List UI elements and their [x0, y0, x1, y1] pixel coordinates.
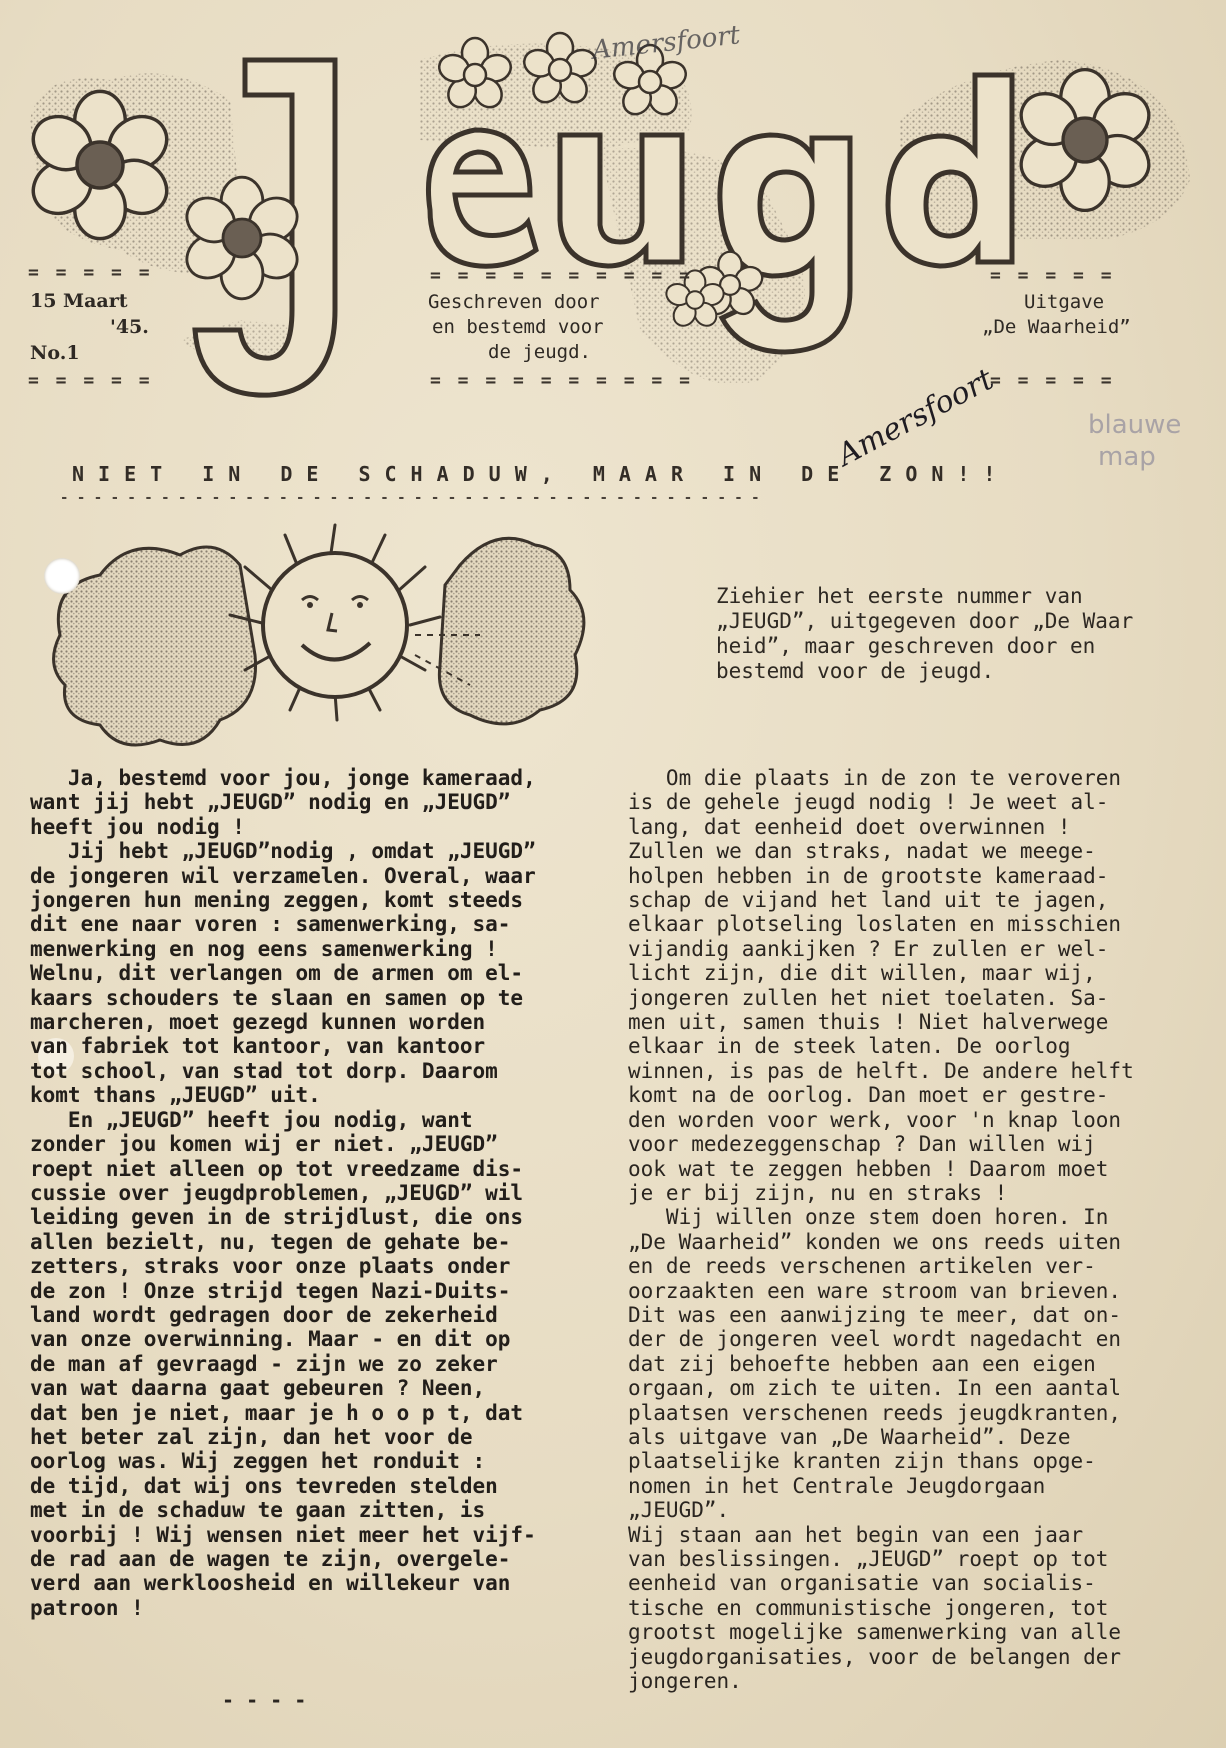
column-line: met in de schaduw te gaan zitten, is	[30, 1498, 486, 1523]
column-line: de man af gevraagd - zijn we zo zeker	[30, 1351, 498, 1376]
column-line: verd aan werkloosheid en willekeur van	[30, 1571, 511, 1596]
column-line: holpen hebben in de grootste kameraad-	[628, 863, 1109, 888]
intro-paragraph	[716, 584, 1133, 684]
column-line: van beslissingen. „JEUGD” roept op tot	[628, 1547, 1109, 1571]
column-line: nomen in het Centrale Jeugdorgaan	[628, 1473, 1046, 1498]
column-line: „JEUGD”.	[628, 1498, 730, 1523]
punch-hole	[44, 558, 80, 594]
column-line: roept niet alleen op tot vreedzame dis-	[30, 1156, 524, 1181]
column-line: is de gehele jeugd nodig ! Je weet al-	[628, 790, 1109, 815]
column-line: En „JEUGD” heeft jou nodig, want	[30, 1107, 473, 1132]
separator-right-bottom: = = = = =	[990, 370, 1115, 391]
column-line: der de jongeren veel wordt nagedacht en	[628, 1327, 1122, 1352]
intro-line: „JEUGD”, uitgegeven door „De Waar	[716, 609, 1134, 633]
column-line: jongeren.	[628, 1669, 742, 1694]
left-column-end-mark: - - - -	[222, 1688, 307, 1712]
masthead-subtitle-line3: de jeugd.	[488, 341, 591, 363]
column-line: het beter zal zijn, dan het voor de	[30, 1424, 473, 1449]
column-line: zetters, straks voor onze plaats onder	[30, 1254, 511, 1279]
publisher-label: Uitgave	[1024, 291, 1105, 313]
column-line: want jij hebt „JEUGD” nodig en „JEUGD”	[30, 790, 511, 815]
separator-center-bottom: = = = = = = = = = =	[430, 370, 693, 391]
sun-illustration	[40, 505, 600, 765]
column-line: heeft jou nodig !	[30, 814, 245, 839]
column-line: komt na de oorlog. Dan moet er gestre-	[628, 1083, 1109, 1108]
column-line: de rad aan de wagen te zijn, overgele-	[30, 1547, 511, 1571]
column-line: van onze overwinning. Maar - en dit op	[30, 1327, 511, 1352]
separator-right-top: = = = = =	[990, 265, 1115, 286]
column-line: vijandig aankijken ? Er zullen er wel-	[628, 936, 1109, 961]
column-line: tische en communistische jongeren, tot	[628, 1595, 1109, 1620]
column-line: elkaar plotseling loslaten en misschien	[628, 912, 1122, 937]
separator-left-bottom: = = = = =	[28, 370, 153, 391]
column-line: voorbij ! Wij wensen niet meer het vijf-	[30, 1522, 536, 1547]
column-line: men uit, samen thuis ! Niet halverwege	[628, 1010, 1109, 1035]
column-line: cussie over jeugdproblemen, „JEUGD” wil	[30, 1180, 524, 1205]
column-line: komt thans „JEUGD” uit.	[30, 1083, 321, 1108]
column-line: als uitgave van „De Waarheid”. Deze	[628, 1424, 1071, 1449]
column-line: marcheren, moet gezegd kunnen worden	[30, 1010, 486, 1035]
column-line: Om die plaats in de zon te veroveren	[628, 766, 1122, 790]
column-line: Jij hebt „JEUGD”nodig , omdat „JEUGD”	[30, 839, 536, 864]
issue-number: No.1	[30, 342, 80, 364]
column-line: winnen, is pas de helft. De andere helft	[628, 1058, 1134, 1083]
column-line: de zon ! Onze strijd tegen Nazi-Duits-	[30, 1278, 511, 1303]
column-line: Ja, bestemd voor jou, jonge kameraad,	[30, 766, 536, 790]
column-line: dit ene naar voren : samenwerking, sa-	[30, 912, 511, 937]
column-line: jongeren zullen het niet toelaten. Sa-	[628, 985, 1109, 1010]
separator-left-top: = = = = =	[28, 262, 153, 283]
pencil-note-line1: blauwe	[1088, 410, 1182, 440]
column-line: lang, dat eenheid doet overwinnen !	[628, 814, 1071, 839]
intro-line: Ziehier het eerste nummer van	[716, 584, 1083, 608]
column-line: allen bezielt, nu, tegen de gehate be-	[30, 1229, 511, 1254]
handwritten-note-top: Amersfoort	[590, 20, 742, 66]
column-line: voor medezeggenschap ? Dan willen wij	[628, 1132, 1096, 1157]
column-line: Dit was een aanwijzing te meer, dat on-	[628, 1302, 1122, 1327]
column-line: patroon !	[30, 1595, 144, 1620]
slogan-underline: - - - - - - - - - - - - - - - - - - - - - - - - - - - - - - - - - - - - - - - - - -	[60, 490, 760, 506]
column-line: plaatsen verschenen reeds jeugdkranten,	[628, 1400, 1122, 1425]
column-line: jongeren hun mening zeggen, komt steeds	[30, 888, 524, 913]
separator-center-top: = = = = = = = = = =	[430, 265, 693, 286]
column-line: de jongeren wil verzamelen. Overal, waar	[30, 863, 536, 888]
column-line: kaars schouders te slaan en samen op te	[30, 985, 524, 1010]
column-line: jeugdorganisaties, voor de belangen der	[628, 1644, 1122, 1669]
masthead-subtitle-line2: en bestemd voor	[432, 316, 604, 338]
column-line: van wat daarna gaat gebeuren ? Neen,	[30, 1376, 486, 1401]
column-line: Wij willen onze stem doen horen. In	[628, 1205, 1109, 1230]
column-line: „De Waarheid” konden we ons reeds uiten	[628, 1229, 1122, 1254]
issue-date: 15 Maart	[30, 290, 128, 312]
column-line: plaatselijke kranten zijn thans opge-	[628, 1449, 1096, 1474]
column-line: elkaar in de steek laten. De oorlog	[628, 1034, 1071, 1059]
pencil-note-line2: map	[1098, 442, 1156, 472]
column-line: dat ben je niet, maar je h o o p t, dat	[30, 1400, 524, 1425]
masthead-illustration	[0, 0, 1226, 520]
column-line: Zullen we dan straks, nadat we meege-	[628, 839, 1096, 864]
column-line: oorlog was. Wij zeggen het ronduit :	[30, 1449, 486, 1474]
column-line: orgaan, om zich te uiten. In een aantal	[628, 1376, 1122, 1401]
column-line: menwerking en nog eens samenwerking !	[30, 936, 498, 961]
column-line: schap de vijand het land uit te jagen,	[628, 888, 1109, 913]
column-line: grootst mogelijke samenwerking van alle	[628, 1620, 1122, 1645]
column-line: van fabriek tot kantoor, van kantoor	[30, 1034, 486, 1059]
issue-year: '45.	[110, 316, 149, 338]
column-line: den worden voor werk, voor 'n knap loon	[628, 1107, 1122, 1132]
right-column	[628, 766, 1218, 1693]
intro-line: bestemd voor de jeugd.	[716, 659, 995, 683]
column-line: leiding geven in de strijdlust, die ons	[30, 1205, 524, 1230]
column-line: Welnu, dit verlangen om de armen om el-	[30, 961, 524, 986]
column-line: zonder jou komen wij er niet. „JEUGD”	[30, 1132, 498, 1157]
handwritten-signature: Amersfoort	[831, 361, 1000, 474]
column-line: dat zij behoefte hebben aan een eigen	[628, 1351, 1096, 1376]
intro-line: heid”, maar geschreven door en	[716, 634, 1096, 658]
column-line: licht zijn, die dit willen, maar wij,	[628, 961, 1096, 986]
column-line: tot school, van stad tot dorp. Daarom	[30, 1058, 498, 1083]
column-line: eenheid van organisatie van socialis-	[628, 1571, 1096, 1596]
column-line: ook wat te zeggen hebben ! Daarom moet	[628, 1156, 1109, 1181]
column-line: de tijd, dat wij ons tevreden stelden	[30, 1473, 498, 1498]
left-column	[30, 766, 630, 1620]
publisher-name: „De Waarheid”	[982, 316, 1131, 338]
column-line: Wij staan aan het begin van een jaar	[628, 1522, 1084, 1547]
masthead-subtitle-line1: Geschreven door	[428, 291, 600, 313]
column-line: en de reeds verschenen artikelen ver-	[628, 1254, 1096, 1279]
column-line: oorzaakten een ware stroom van brieven.	[628, 1278, 1122, 1303]
slogan: NIET IN DE SCHADUW, MAAR IN DE ZON!!	[72, 462, 1010, 486]
column-line: land wordt gedragen door de zekerheid	[30, 1302, 498, 1327]
column-line: je er bij zijn, nu en straks !	[628, 1180, 1008, 1205]
